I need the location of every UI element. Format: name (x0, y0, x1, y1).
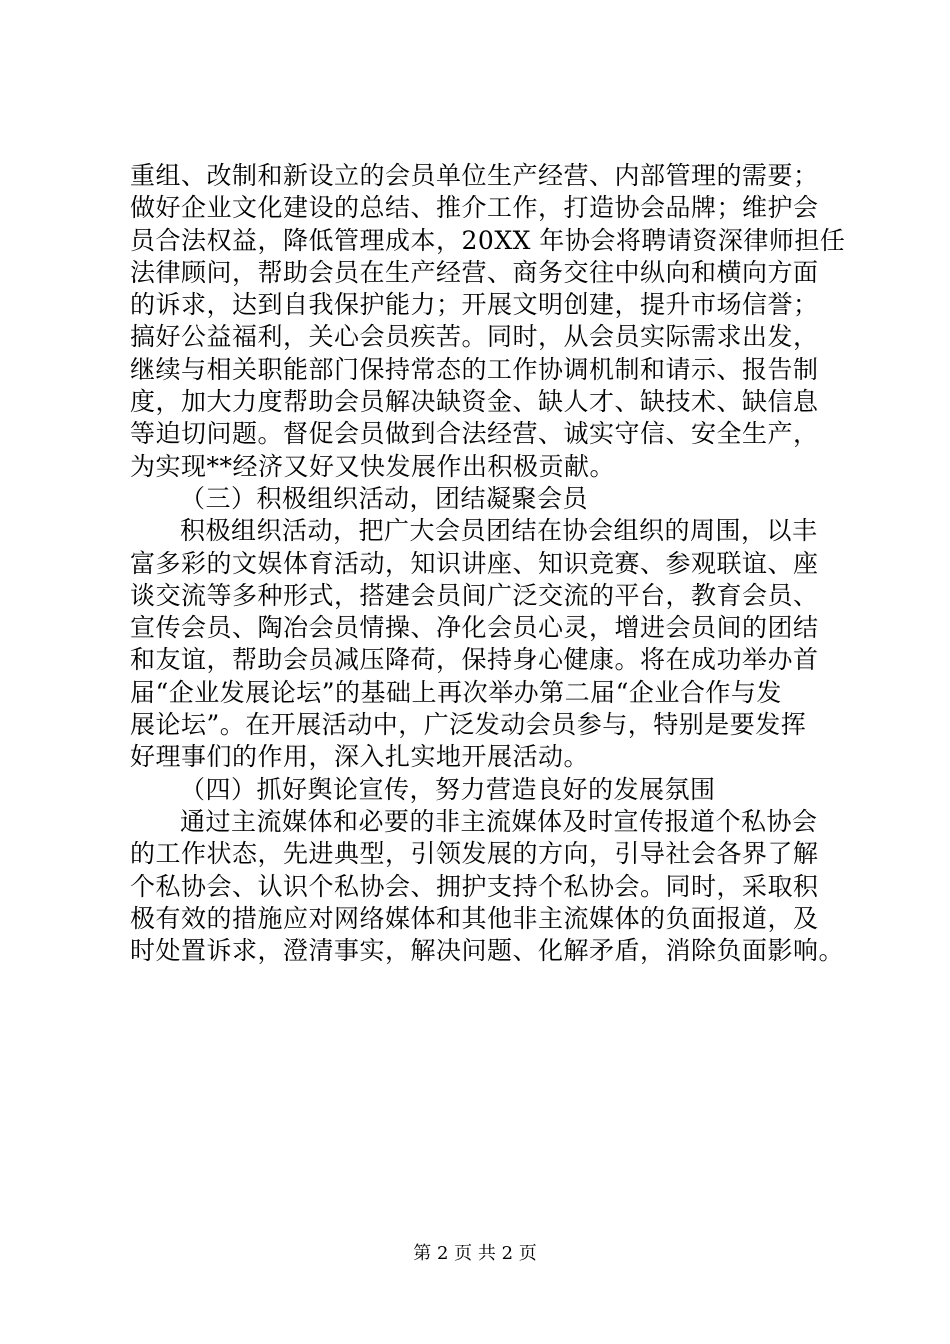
body-line: 通过主流媒体和必要的非主流媒体及时宣传报道个私协会 (180, 806, 818, 836)
body-line: 法律顾问，帮助会员在生产经营、商务交往中纵向和横向方面 (130, 257, 819, 287)
body-line: 为实现**经济又好又快发展作出积极贡献。 (130, 451, 616, 481)
body-line: 宣传会员、陶冶会员情操、净化会员心灵，增进会员间的团结 (130, 613, 819, 643)
body-line: 的诉求，达到自我保护能力；开展文明创建，提升市场信誉； (130, 290, 819, 320)
body-line: 展论坛”。在开展活动中，广泛发动会员参与，特别是要发挥 (130, 710, 807, 740)
section-heading-4: （四）抓好舆论宣传，努力营造良好的发展氛围 (180, 774, 716, 804)
body-line: 重组、改制和新设立的会员单位生产经营、内部管理的需要； (130, 161, 819, 190)
body-line: 极有效的措施应对网络媒体和其他非主流媒体的负面报道，及 (130, 903, 819, 933)
body-line: 的工作状态，先进典型，引领发展的方向，引导社会各界了解 (130, 839, 819, 869)
document-body (130, 160, 846, 967)
body-line: 继续与相关职能部门保持常态的工作协调机制和请示、报告制 (130, 354, 819, 384)
body-line: 谈交流等多种形式，搭建会员间广泛交流的平台，教育会员、 (130, 580, 819, 610)
body-line: 届“企业发展论坛”的基础上再次举办第二届“企业合作与发 (130, 677, 782, 707)
body-line: 积极组织活动，把广大会员团结在协会组织的周围，以丰 (180, 516, 818, 546)
body-line: 富多彩的文娱体育活动，知识讲座、知识竞赛、参观联谊、座 (130, 548, 819, 578)
body-line: 度，加大力度帮助会员解决缺资金、缺人才、缺技术、缺信息 (130, 387, 819, 417)
body-line: 等迫切问题。督促会员做到合法经营、诚实守信、安全生产， (130, 419, 819, 449)
page-number-footer: 第 2 页 共 2 页 (413, 1243, 537, 1264)
body-line: 和友谊，帮助会员减压降荷，保持身心健康。将在成功举办首 (130, 645, 819, 675)
body-line: 做好企业文化建设的总结、推介工作，打造协会品牌；维护会 (130, 193, 819, 223)
body-line: 好理事们的作用，深入扎实地开展活动。 (130, 742, 590, 772)
section-heading-3: （三）积极组织活动，团结凝聚会员 (180, 483, 589, 513)
body-line: 时处置诉求，澄清事实，解决问题、化解矛盾，消除负面影响。 (130, 936, 845, 966)
body-line: 员合法权益，降低管理成本，20XX 年协会将聘请资深律师担任 (130, 225, 846, 255)
body-line: 个私协会、认识个私协会、拥护支持个私协会。同时，采取积 (130, 871, 819, 901)
body-line: 搞好公益福利，关心会员疾苦。同时，从会员实际需求出发， (130, 322, 819, 352)
